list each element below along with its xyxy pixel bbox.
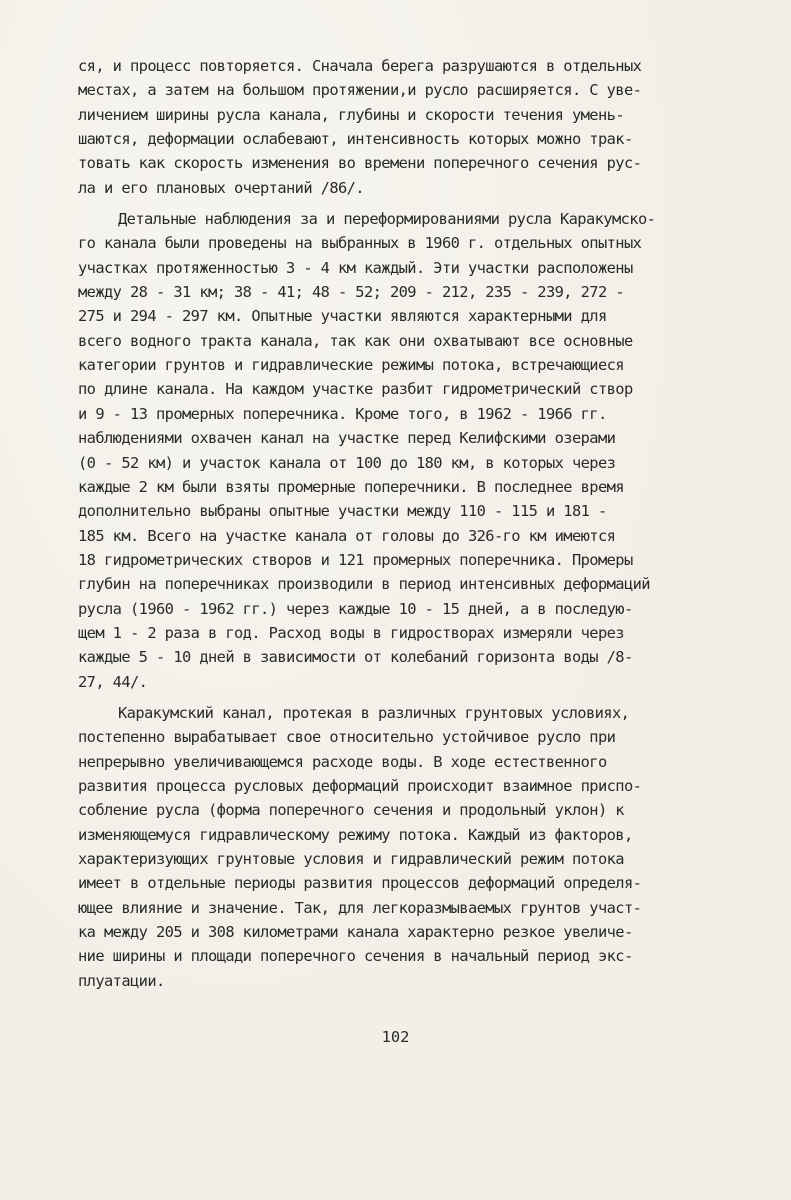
text-line: личением ширины русла канала, глубины и скорости течения умень-: [78, 105, 624, 124]
text-line: постепенно вырабатывает свое относительно устойчивое русло при: [78, 728, 616, 747]
text-line: щем 1 - 2 раза в год. Расход воды в гидростворах измеряли через: [78, 623, 624, 642]
text-line: непрерывно увеличивающемся расходе воды. В ходе естественного: [78, 752, 607, 771]
page-number: 102: [381, 1028, 410, 1046]
text-line: глубин на поперечниках производили в период интенсивных деформаций: [78, 575, 650, 594]
text-line: ся, и процесс повторяется. Сначала берега разрушаются в отдельных: [78, 57, 642, 75]
text-line: (0 - 52 км) и участок канала от 100 до 180 км, в которых через: [78, 453, 616, 472]
text-line: наблюдениями охвачен канал на участке перед Келифскими озерами: [78, 429, 616, 448]
text-line: ние ширины и площади поперечного сечения в начальный период экс-: [78, 947, 633, 966]
text-line: го канала были проведены на выбранных в 1960 г. отдельных опытных: [78, 234, 642, 253]
text-line: ла и его плановых очертаний /86/.: [78, 178, 364, 197]
text-line: Детальные наблюдения за и переформированиями русла Каракумско-: [118, 210, 656, 229]
text-line: 27, 44/.: [78, 672, 148, 691]
text-line: русла (1960 - 1962 гг.) через каждые 10 - 15 дней, а в последую-: [78, 599, 633, 618]
paragraph-gap: [78, 200, 758, 207]
paragraph-1: [78, 54, 758, 200]
paragraph-3: [78, 701, 758, 993]
text-line: изменяющемуся гидравлическому режиму потока. Каждый из факторов,: [78, 825, 633, 844]
text-line: каждые 2 км были взяты промерные поперечники. В последнее время: [78, 477, 624, 496]
text-line: 185 км. Всего на участке канала от головы до 326-го км имеются: [78, 526, 616, 545]
text-line: местах, а затем на большом протяжении,и русло расширяется. С уве-: [78, 81, 642, 100]
paragraph-gap: [78, 694, 758, 701]
text-line: имеет в отдельные периоды развития процессов деформаций определя-: [78, 874, 642, 893]
text-line: ющее влияние и значение. Так, для легкоразмываемых грунтов участ-: [78, 898, 642, 917]
text-line: шаются, деформации ослабевают, интенсивность которых можно трак-: [78, 130, 633, 149]
text-line: товать как скорость изменения во времени поперечного сечения рус-: [78, 154, 642, 173]
text-line: участках протяженностью 3 - 4 км каждый. Эти участки расположены: [78, 258, 633, 277]
text-line: каждые 5 - 10 дней в зависимости от колебаний горизонта воды /8-: [78, 648, 633, 667]
text-line: и 9 - 13 промерных поперечника. Кроме того, в 1962 - 1966 гг.: [78, 404, 607, 423]
text-line: развития процесса русловых деформаций происходит взаимное приспо-: [78, 776, 642, 795]
text-line: ка между 205 и 308 километрами канала характерно резкое увеличе-: [78, 923, 633, 942]
text-line: 18 гидрометрических створов и 121 промерных поперечника. Промеры: [78, 550, 633, 569]
text-line: Каракумский канал, протекая в различных грунтовых условиях,: [118, 703, 630, 722]
text-line: категории грунтов и гидравлические режимы потока, встречающиеся: [78, 356, 624, 375]
text-line: дополнительно выбраны опытные участки между 110 - 115 и 181 -: [78, 502, 607, 521]
text-line: собление русла (форма поперечного сечения и продольный уклон) к: [78, 801, 624, 820]
text-line: по длине канала. На каждом участке разбит гидрометрический створ: [78, 380, 633, 399]
text-line: 275 и 294 - 297 км. Опытные участки являются характерными для: [78, 307, 607, 326]
text-line: плуатации.: [78, 971, 165, 990]
text-line: характеризующих грунтовые условия и гидравлический режим потока: [78, 850, 624, 868]
text-line: всего водного тракта канала, так как они охватывают все основные: [78, 331, 633, 350]
text-line: между 28 - 31 км; 38 - 41; 48 - 52; 209 - 212, 235 - 239, 272 -: [78, 283, 624, 302]
paragraph-2: [78, 207, 758, 694]
body-text: [78, 54, 758, 993]
